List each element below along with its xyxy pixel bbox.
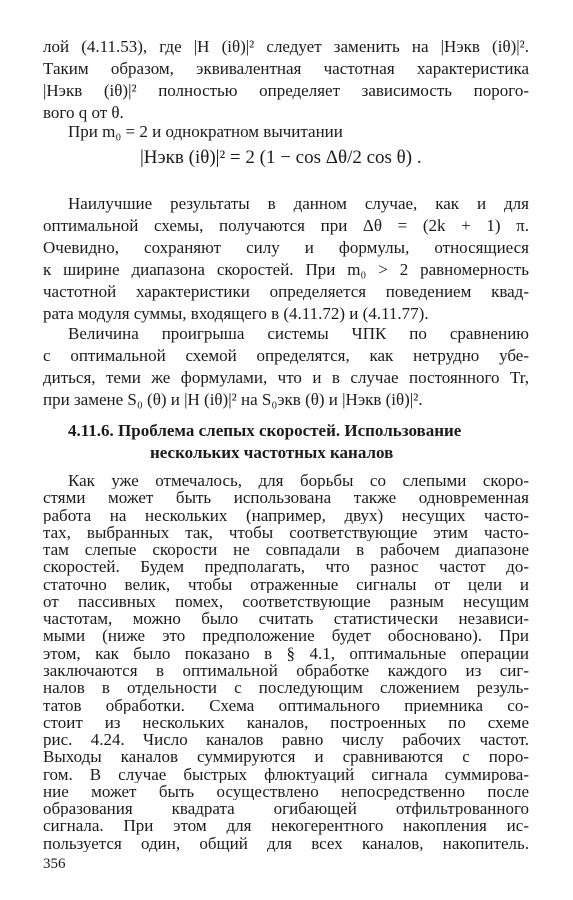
text-line: этом, как было показано в § 4.1, оптимальные операции [43, 644, 529, 662]
text-line: от пассивных помех, соответствующие разным несущим [43, 592, 529, 611]
text-line: тах, выбранных так, чтобы соответствующие этим часто- [43, 523, 529, 542]
text-line: Наилучшие результаты в данном случае, как и для [68, 194, 529, 213]
text-line: диться, теми же формулами, что и в случае постоянного Tr, [43, 368, 529, 387]
text-line: татов обработки. Схема оптимального приемника со- [43, 696, 529, 714]
text-line: при замене S₀ (θ) и |H (iθ)|² на S₀экв (θ) и |Hэкв (iθ)|². [43, 390, 423, 409]
text-line: статочно велик, чтобы отраженные сигналы от цели и [43, 575, 529, 593]
formula: |Hэкв (iθ)|² = 2 (1 − cos Δθ/2 cos θ) . [140, 147, 422, 168]
text-line: налов в отдельности с последующим сложением резуль- [43, 679, 529, 697]
text-line: заключаются в оптимальной обработке каждого из сиг- [43, 662, 529, 680]
section-heading: 4.11.6. Проблема слепых скоростей. Использование [68, 421, 462, 440]
text-line: сигнала. При этом для некогерентного накопления ис- [43, 817, 529, 835]
text-line: работа на нескольких (например, двух) несущих часто- [43, 506, 529, 524]
text-line: стями может быть использована также одновременная [43, 489, 529, 507]
text-line: При m₀ = 2 и однократном вычитании [68, 122, 343, 141]
text-line: ние может быть осуществлено непосредственно после [43, 782, 529, 801]
text-line: вого q от θ. [43, 103, 124, 122]
text-line: пользуется один, общий для всех каналов, накопитель. [43, 834, 529, 852]
page-number: 356 [43, 856, 66, 872]
text-line: |Hэкв (iθ)|² полностью определяет зависимость порого- [43, 81, 529, 100]
text-line: Таким образом, эквивалентная частотная характеристика [43, 59, 529, 78]
text-line: частотам, можно было считать статистически независи- [43, 610, 529, 628]
text-line: Как уже отмечалось, для борьбы со слепыми скоро- [68, 472, 529, 490]
text-line: Выходы каналов суммируются и сравниваются с поро- [43, 748, 529, 766]
text-line: гом. В случае быстрых флюктуаций сигнала суммирова- [43, 765, 529, 783]
text-line: с оптимальной схемой определятся, как нетрудно убе- [43, 346, 529, 365]
section-heading: нескольких частотных каналов [150, 443, 394, 462]
text-line: там слепые скорости не совпадали в рабочем диапазоне [43, 541, 529, 559]
text-line: рата модуля суммы, входящего в (4.11.72) и (4.11.77). [43, 304, 429, 323]
text-line: к ширине диапазона скоростей. При m₀ > 2 равномерность [43, 260, 529, 279]
text-line: Очевидно, сохраняют силу и формулы, относящиеся [43, 238, 529, 257]
text-line: рис. 4.24. Число каналов равно числу рабочих частот. [43, 731, 529, 749]
text-line: мыми (ниже это предположение будет обосновано). При [43, 627, 529, 645]
text-line: скоростей. Будем предполагать, что разнос частот до- [43, 558, 529, 576]
text-line: лой (4.11.53), где |H (iθ)|² следует заменить на |Hэкв (iθ)|². [43, 37, 529, 56]
text-line: Величина проигрыша системы ЧПК по сравнению [68, 324, 529, 343]
text-line: оптимальной схемы, получаются при Δθ = (2k + 1) π. [43, 216, 529, 235]
text-line: образования квадрата огибающей отфильтрованного [43, 800, 529, 818]
text-line: частотной характеристики определяется поведением квад- [43, 282, 529, 301]
text-line: стоит из нескольких каналов, построенных по схеме [43, 713, 529, 732]
